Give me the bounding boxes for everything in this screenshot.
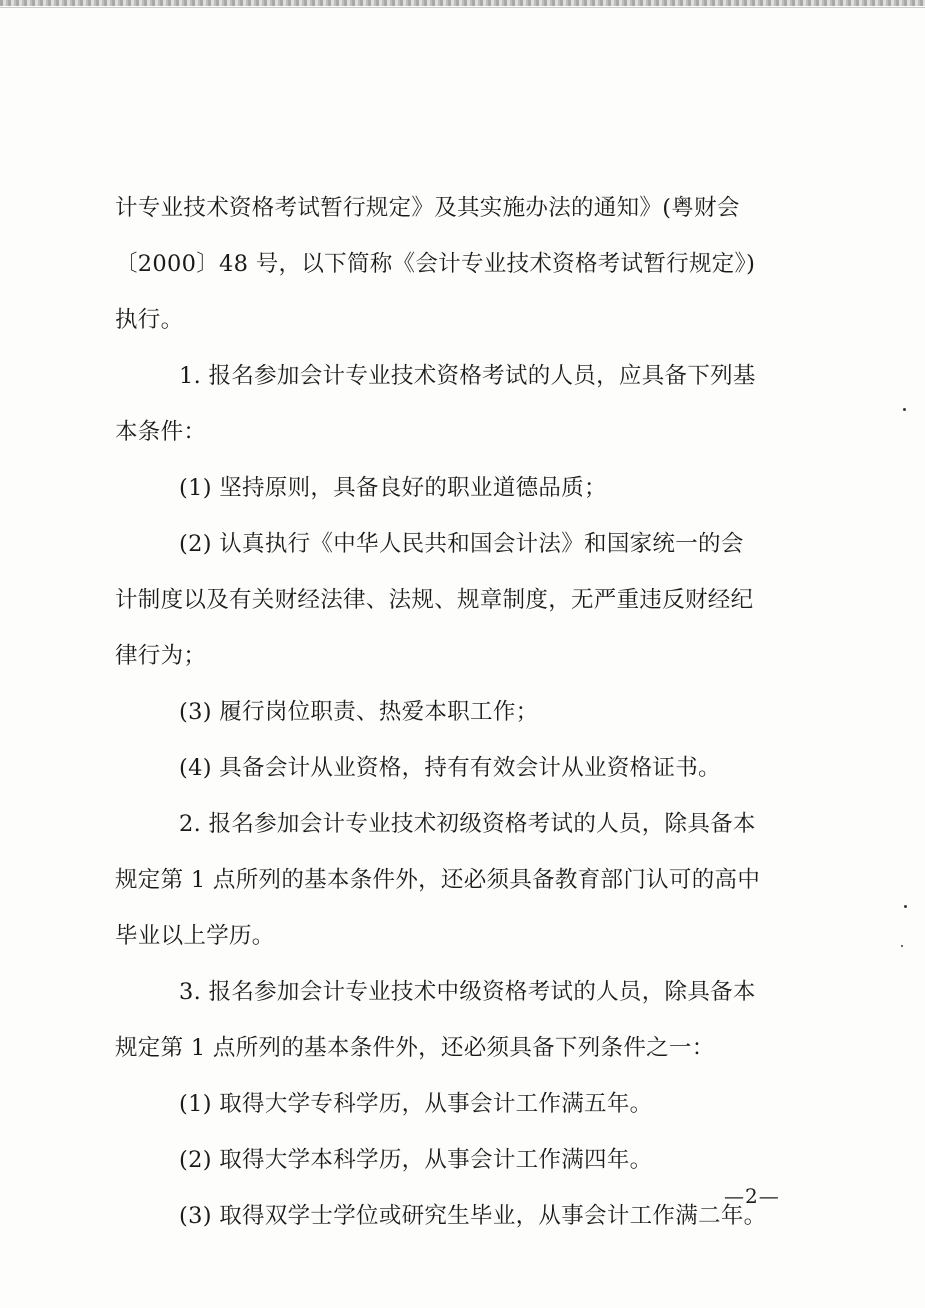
paragraph-2-line: 2. 报名参加会计专业技术初级资格考试的人员，除具备本	[179, 811, 756, 837]
text-line: 计制度以及有关财经法律、法规、规章制度，无严重违反财经纪	[115, 587, 754, 613]
text-line: 规定第 1 点所列的基本条件外，还必须具备下列条件之一：	[115, 1035, 715, 1061]
scan-speck	[901, 945, 903, 947]
condition-3-3-line: (3) 取得双学士学位或研究生毕业，从事会计工作满二年。	[179, 1203, 767, 1229]
scan-speck	[903, 408, 906, 411]
scan-top-edge	[0, 0, 925, 6]
condition-3-2-line: (2) 取得大学本科学历，从事会计工作满四年。	[179, 1147, 653, 1173]
document-body	[115, 180, 815, 1244]
scan-top-line	[0, 7, 925, 8]
text-line: 规定第 1 点所列的基本条件外，还必须具备教育部门认可的高中	[115, 867, 761, 893]
page-number: —2—	[724, 1184, 780, 1208]
paragraph-3-line: 3. 报名参加会计专业技术中级资格考试的人员，除具备本	[179, 979, 756, 1005]
text-line: 〔2000〕48 号，以下简称《会计专业技术资格考试暂行规定》)	[115, 251, 756, 277]
condition-1-3-line: (3) 履行岗位职责、热爱本职工作；	[179, 699, 539, 725]
text-line: 毕业以上学历。	[115, 923, 275, 949]
text-line: 律行为；	[115, 643, 207, 669]
scan-speck	[904, 905, 907, 908]
condition-1-2-line: (2) 认真执行《中华人民共和国会计法》和国家统一的会	[179, 531, 744, 557]
text-line: 本条件：	[115, 419, 207, 445]
condition-3-1-line: (1) 取得大学专科学历，从事会计工作满五年。	[179, 1091, 653, 1117]
paragraph-1-line: 1. 报名参加会计专业技术资格考试的人员，应具备下列基	[179, 363, 756, 389]
condition-1-4-line: (4) 具备会计从业资格，持有有效会计从业资格证书。	[179, 755, 721, 781]
text-line: 执行。	[115, 307, 184, 333]
condition-1-1-line: (1) 坚持原则，具备良好的职业道德品质；	[179, 475, 607, 501]
text-line: 计专业技术资格考试暂行规定》及其实施办法的通知》(粤财会	[115, 195, 740, 221]
